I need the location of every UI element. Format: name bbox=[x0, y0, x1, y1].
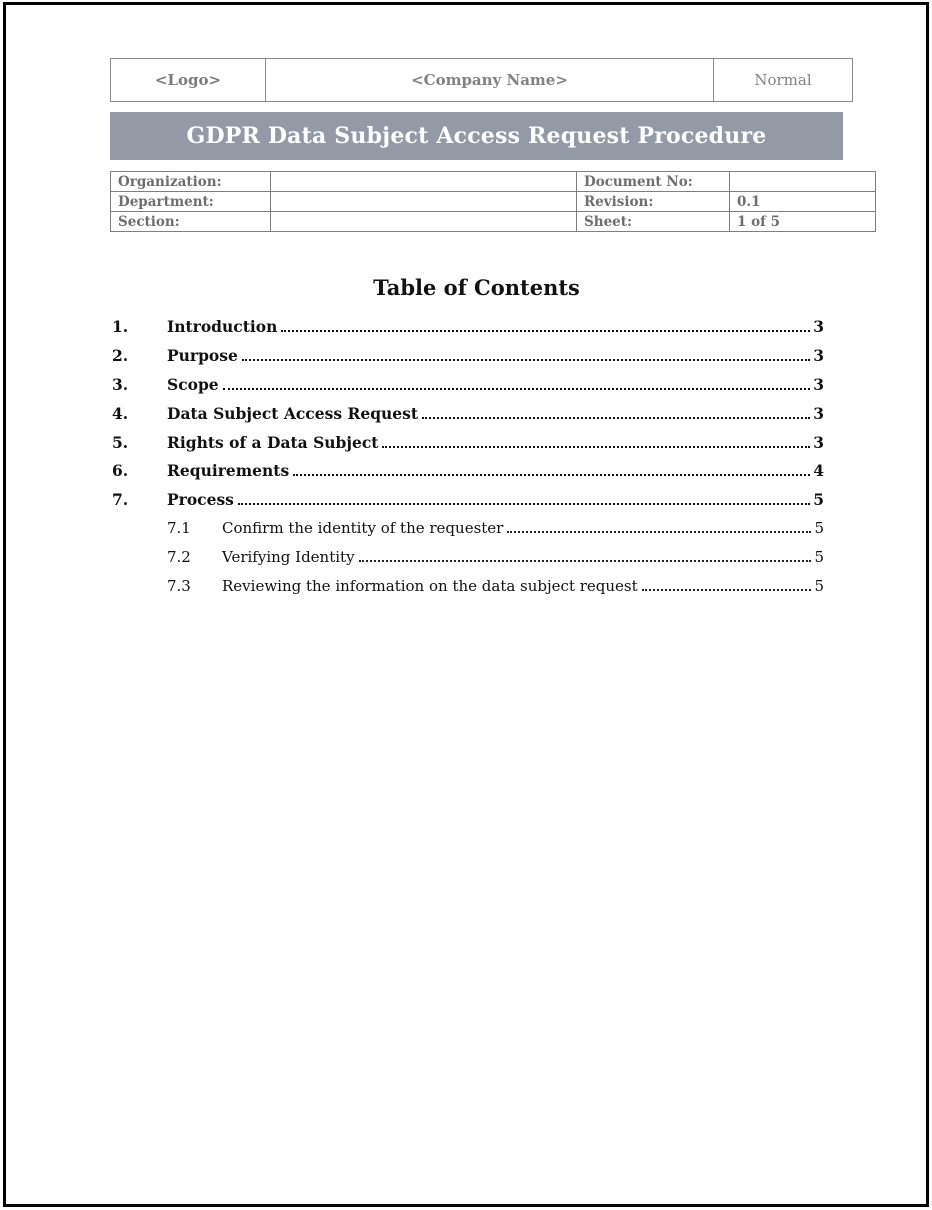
toc-entry-page: 5 bbox=[814, 577, 824, 596]
info-row-department bbox=[111, 192, 876, 212]
toc-entry-page: 3 bbox=[813, 345, 824, 365]
info-row-section bbox=[111, 212, 876, 232]
department-label: Department: bbox=[111, 192, 271, 212]
toc-entry-requirements[interactable] bbox=[112, 461, 824, 490]
document-title: GDPR Data Subject Access Request Procedure bbox=[186, 123, 767, 149]
toc-entry-page: 3 bbox=[813, 374, 824, 394]
toc-entry-purpose[interactable] bbox=[112, 346, 824, 375]
toc-entry-number: 7.1 bbox=[167, 519, 191, 538]
toc-entry-number: 2. bbox=[112, 345, 129, 365]
toc-entry-number: 7. bbox=[112, 490, 129, 510]
toc-entry-number: 5. bbox=[112, 432, 129, 452]
toc-entry-page: 3 bbox=[813, 317, 824, 336]
department-value bbox=[271, 192, 577, 212]
toc-entry-verifying-identity[interactable] bbox=[112, 548, 824, 577]
toc-entry-introduction[interactable] bbox=[112, 317, 824, 346]
toc-entry-number: 4. bbox=[112, 403, 129, 423]
toc-entry-number: 3. bbox=[112, 374, 129, 394]
dot-leader bbox=[281, 330, 810, 332]
toc-entry-label: Scope bbox=[167, 374, 219, 394]
classification-label: Normal bbox=[714, 59, 853, 102]
toc-entry-process[interactable] bbox=[112, 490, 824, 519]
header-table bbox=[110, 58, 853, 102]
organization-value bbox=[271, 172, 577, 192]
toc-entry-page: 3 bbox=[813, 432, 824, 452]
dot-leader bbox=[242, 359, 810, 361]
revision-value: 0.1 bbox=[730, 192, 876, 212]
toc-entry-label: Confirm the identity of the requester bbox=[222, 519, 504, 538]
toc-entry-data-subject-access-request[interactable] bbox=[112, 404, 824, 433]
toc-entry-label: Introduction bbox=[167, 317, 278, 336]
dot-leader bbox=[223, 388, 811, 390]
toc-entry-rights-of-a-data-subject[interactable] bbox=[112, 433, 824, 462]
table-of-contents bbox=[112, 317, 824, 606]
section-value bbox=[271, 212, 577, 232]
dot-leader bbox=[382, 446, 810, 448]
toc-entry-page: 4 bbox=[813, 461, 824, 481]
dot-leader bbox=[507, 531, 811, 533]
toc-entry-number: 7.2 bbox=[167, 548, 191, 567]
toc-entry-confirm-identity[interactable] bbox=[112, 519, 824, 548]
toc-entry-page: 5 bbox=[814, 548, 824, 567]
toc-entry-label: Data Subject Access Request bbox=[167, 403, 419, 423]
toc-entry-number: 6. bbox=[112, 461, 129, 481]
organization-label: Organization: bbox=[111, 172, 271, 192]
toc-entry-number: 1. bbox=[112, 317, 129, 336]
toc-entry-reviewing-information[interactable] bbox=[112, 577, 824, 606]
company-name-placeholder: <Company Name> bbox=[266, 59, 714, 102]
dot-leader bbox=[238, 503, 810, 505]
document-info-table bbox=[110, 171, 876, 232]
document-no-value bbox=[730, 172, 876, 192]
toc-entry-page: 5 bbox=[814, 519, 824, 538]
revision-label: Revision: bbox=[577, 192, 730, 212]
sheet-value: 1 of 5 bbox=[730, 212, 876, 232]
document-no-label: Document No: bbox=[577, 172, 730, 192]
dot-leader bbox=[422, 417, 810, 419]
toc-entry-label: Requirements bbox=[167, 461, 290, 481]
logo-placeholder: <Logo> bbox=[111, 59, 266, 102]
toc-entry-label: Rights of a Data Subject bbox=[167, 432, 379, 452]
toc-entry-label: Reviewing the information on the data subject request bbox=[222, 577, 638, 596]
info-row-organization bbox=[111, 172, 876, 192]
dot-leader bbox=[642, 589, 812, 591]
header-row bbox=[111, 59, 853, 102]
toc-entry-label: Process bbox=[167, 490, 234, 510]
toc-entry-scope[interactable] bbox=[112, 375, 824, 404]
dot-leader bbox=[359, 560, 812, 562]
section-label: Section: bbox=[111, 212, 271, 232]
dot-leader bbox=[293, 474, 810, 476]
document-title-banner bbox=[110, 112, 843, 160]
toc-entry-number: 7.3 bbox=[167, 577, 191, 596]
toc-entry-label: Verifying Identity bbox=[222, 548, 355, 567]
toc-entry-page: 5 bbox=[813, 490, 824, 510]
sheet-label: Sheet: bbox=[577, 212, 730, 232]
toc-entry-page: 3 bbox=[813, 403, 824, 423]
toc-title: Table of Contents bbox=[373, 275, 580, 300]
toc-entry-label: Purpose bbox=[167, 345, 238, 365]
